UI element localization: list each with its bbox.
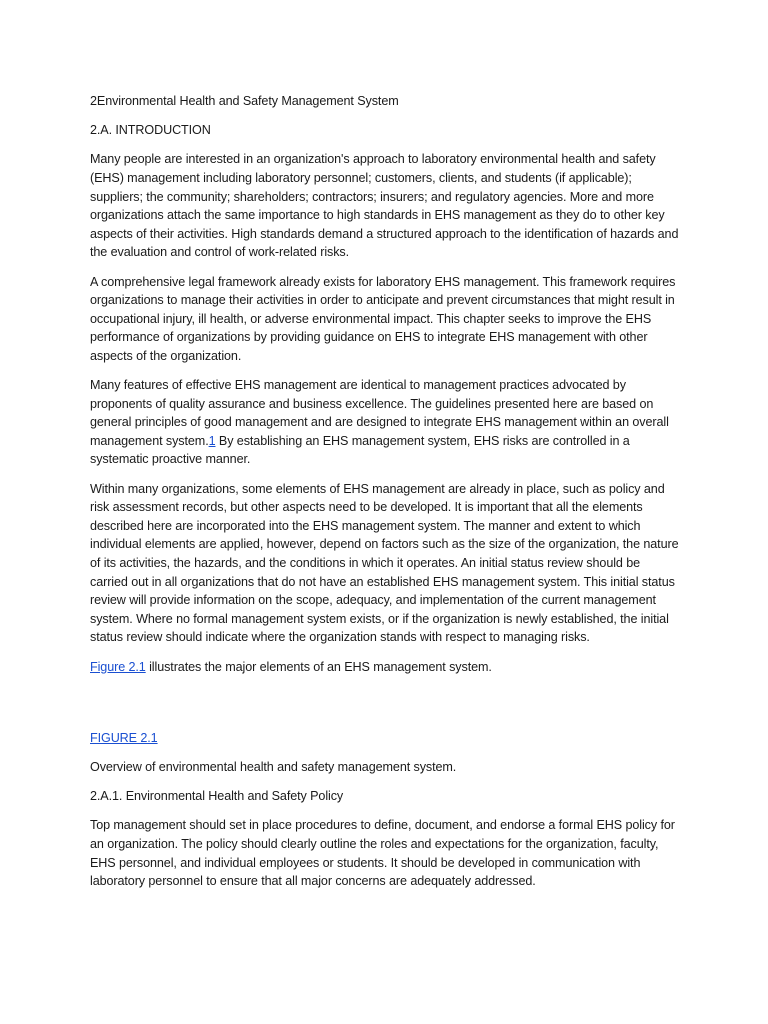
paragraph-intro-5 — [90, 658, 680, 677]
paragraph-text: Many features of effective EHS management are identical to management practices advocated by proponents of quality assurance and business excellence. The guidelines presented here are based on general principles of good management and are designed to integrate EHS management within an overall management system. — [90, 378, 669, 448]
document-body — [90, 92, 680, 901]
paragraph-intro-1: Many people are interested in an organization's approach to laboratory environmental health and safety (EHS) management including laboratory personnel; customers, clients, and students (if applicable); suppliers; the community; shareholders; contractors; insurers; and regulatory agencies. More and more organizations attach the same importance to high standards in EHS management as they do to other key aspects of their activities. High standards demand a structured approach to the identification of hazards and the evaluation and control of work-related risks. — [90, 152, 679, 260]
subsection-heading: 2.A.1. Environmental Health and Safety Policy — [90, 789, 344, 804]
figure-link[interactable]: Figure 2.1 — [90, 659, 146, 674]
figure-label-link[interactable]: FIGURE 2.1 — [90, 730, 158, 745]
figure-caption: Overview of environmental health and safety management system. — [90, 759, 457, 774]
paragraph-intro-4: Within many organizations, some elements of EHS management are already in place, such as policy and risk assessment records, but other aspects need to be developed. It is important that all the elements described here are incorporated into the EHS management system. The manner and extent to which individual elements are applied, however, depend on factors such as the size of the organization, the nature of its activities, the hazards, and the conditions in which it operates. An initial status review should be carried out in all organizations that do not have an established EHS management system. This initial status review will provide information on the scope, adequacy, and implementation of the current management system. Where no formal management system exists, or if the organization is newly established, the initial status review should indicate where the organization stands with respect to managing risks. — [90, 481, 679, 645]
paragraph-intro-2: A comprehensive legal framework already exists for laboratory EHS management. This framework requires organizations to manage their activities in order to anticipate and prevent circumstances that might result in occupational injury, ill health, or adverse environmental impact. This chapter seeks to improve the EHS performance of organizations by providing guidance on EHS to integrate EHS management with other aspects of the organization. — [90, 274, 676, 363]
paragraph-text: illustrates the major elements of an EHS management system. — [145, 659, 492, 674]
figure-spacer — [90, 687, 680, 729]
section-heading: 2.A. INTRODUCTION — [90, 123, 211, 138]
paragraph-text: By establishing an EHS management system, EHS risks are controlled in a systematic proactive manner. — [90, 433, 630, 467]
figure-label-paragraph — [90, 729, 680, 748]
paragraph-intro-3 — [90, 376, 680, 469]
footnote-link[interactable]: 1 — [208, 433, 216, 448]
chapter-title: 2Environmental Health and Safety Management System — [90, 94, 399, 108]
paragraph-policy: Top management should set in place procedures to define, document, and endorse a formal EHS policy for an organization. The policy should clearly outline the roles and expectations for the organization, faculty, EHS personnel, and individual employees or students. It should be developed in communication with laboratory personnel to ensure that all major concerns are adequately addressed. — [90, 818, 675, 889]
